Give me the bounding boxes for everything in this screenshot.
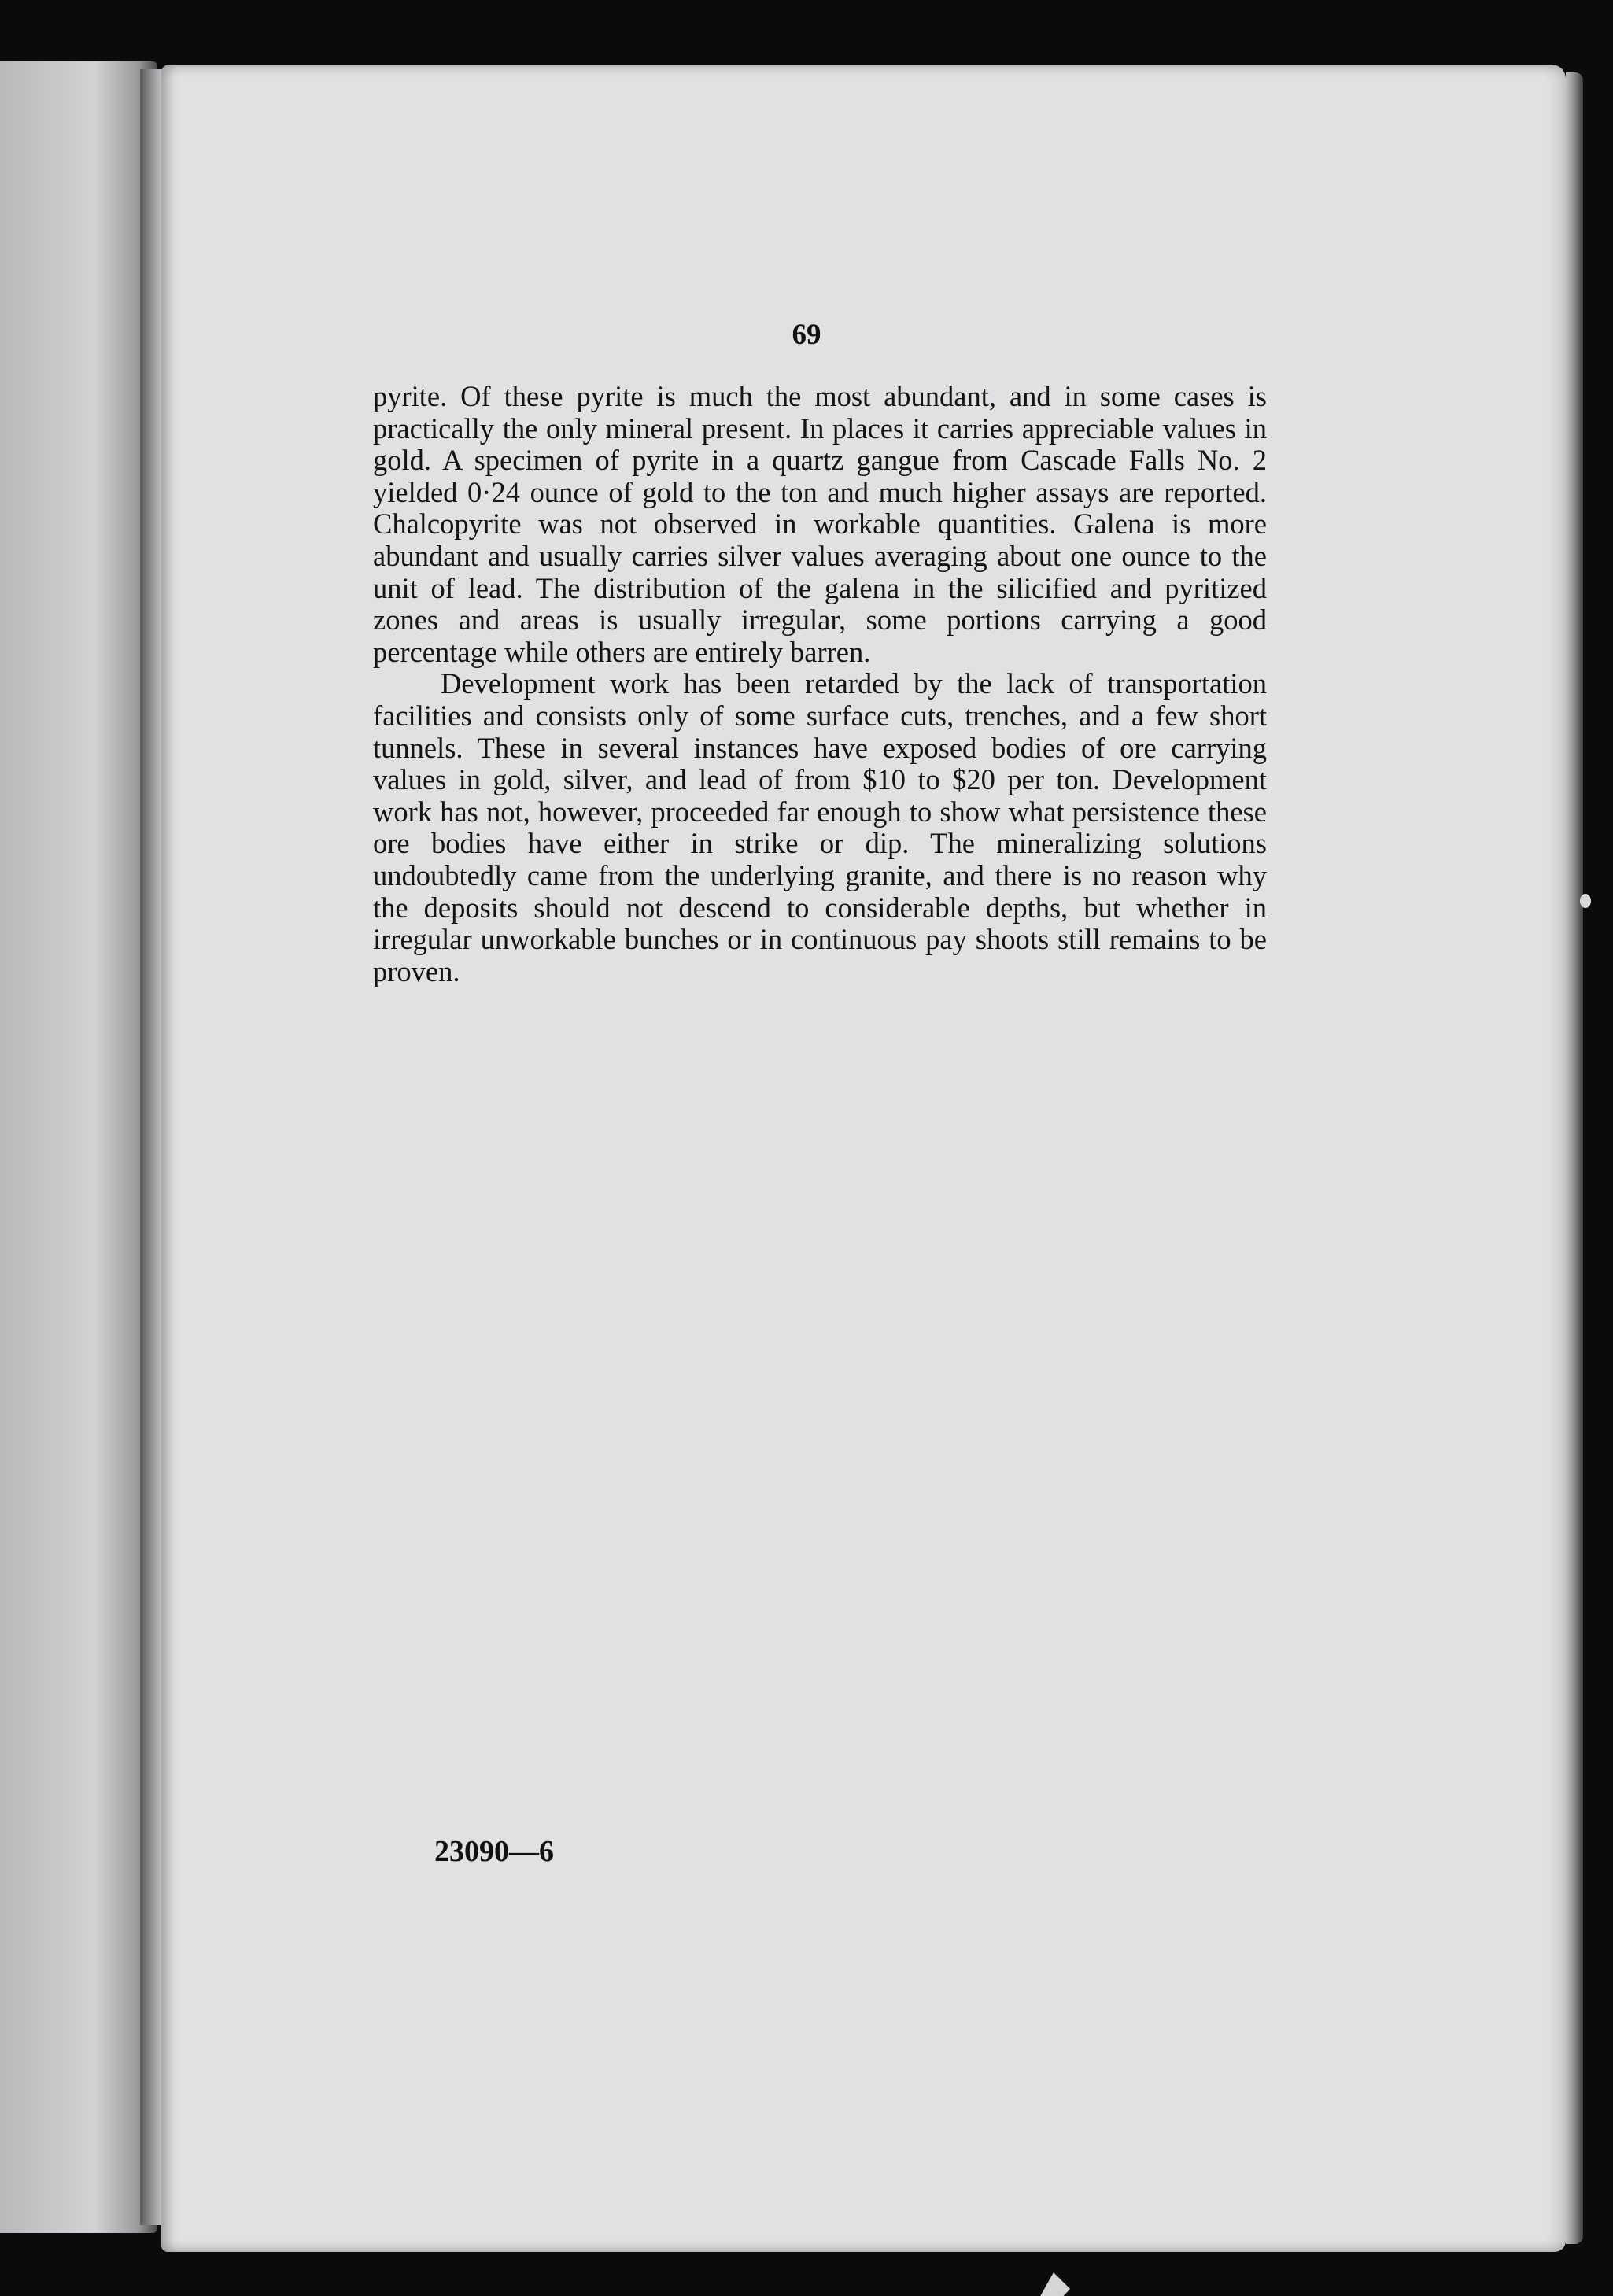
paragraph: Development work has been retarded by the lack of transportation facilities and consists only of some surface cuts, trenches, and a few short tunnels. These in several instances have exposed bodies of ore carrying values in gold, silver, and lead of from $10 to $20 per ton. Development work has not, however, proceeded far enough to show what persistence these ore bodies have either in strike or dip. The mineralizing solutions undoubtedly came from the underlying granite, and there is no reason why the deposits should not descend to considerable depths, but whether in irregular unworkable bunches or in continuous pay shoots still remains to be proven. (373, 667, 1267, 987)
scan-artifact-mark (1037, 2272, 1070, 2296)
page-number: 69 (792, 319, 821, 351)
paragraph: pyrite. Of these pyrite is much the most abundant, and in some cases is practically the only mineral present. In places it carries appreciable values in gold. A specimen of pyrite in a quartz gangue from Cascade Falls No. 2 yielded 0·24 ounce of gold to the ton and much higher assays are reported. Chalcopyrite was not observed in workable quantities. Galena is more abundant and usually carries silver values averaging about one ounce to the unit of lead. The distribution of the galena in the silicified and pyritized zones and areas is usually irregular, some portions carrying a good percentage while others are entirely barren. (373, 380, 1267, 668)
facing-page-edge (0, 61, 157, 2233)
book-gutter (140, 69, 164, 2225)
page-stack-edge (1566, 72, 1583, 2244)
print-signature: 23090—6 (434, 1835, 554, 1868)
body-text (373, 381, 1267, 987)
scan-artifact-mark (1580, 894, 1591, 908)
